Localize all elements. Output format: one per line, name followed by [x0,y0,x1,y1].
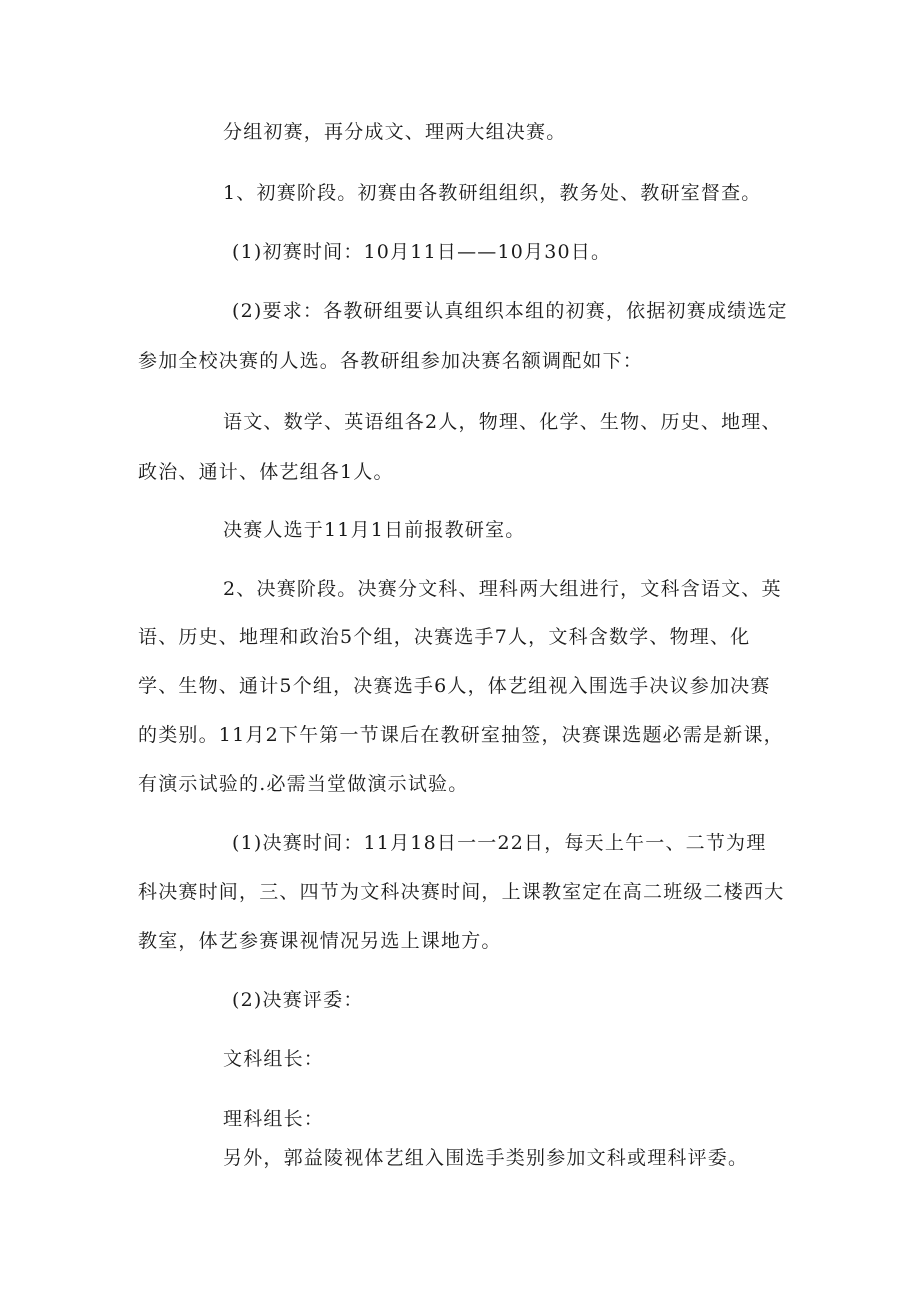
paragraph-line: 理科组长： [223,1108,325,1130]
paragraph-line: 语、历史、地理和政治5个组，决赛选手7人，文科含数学、物理、化 [138,626,751,648]
paragraph-line: 教室，体艺参赛课视情况另选上课地方。 [138,930,502,952]
paragraph-line: (2)决赛评委： [232,989,364,1011]
paragraph-line: 参加全校决赛的人选。各教研组参加决赛名额调配如下： [138,350,644,372]
paragraph-line: (1)决赛时间：11月18日一一22日，每天上午一、二节为理 [232,832,767,854]
paragraph-line: (2)要求：各教研组要认真组织本组的初赛，依据初赛成绩选定 [232,300,788,322]
paragraph-line: 学、生物、通计5个组，决赛选手6人，体艺组视入围选手决议参加决赛 [138,675,771,697]
paragraph-line: 有演示试验的.必需当堂做演示试验。 [138,773,469,795]
paragraph-line: 1、初赛阶段。初赛由各教研组组织，教务处、教研室督查。 [223,182,762,204]
paragraph-line: 另外，郭益陵视体艺组入围选手类别参加文科或理科评委。 [223,1147,749,1169]
paragraph-line: 分组初赛，再分成文、理两大组决赛。 [223,121,567,143]
paragraph-line: 的类别。11月2下午第一节课后在教研室抽签，决赛课选题必需是新课， [138,724,784,746]
paragraph-line: 文科组长： [223,1048,325,1070]
paragraph-line: 2、决赛阶段。决赛分文科、理科两大组进行，文科含语文、英 [223,578,782,600]
paragraph-line: 决赛人选于11月1日前报教研室。 [223,519,526,541]
paragraph-line: 政治、通计、体艺组各1人。 [138,461,394,483]
paragraph-line: (1)初赛时间：10月11日——10月30日。 [232,241,612,263]
paragraph-line: 语文、数学、英语组各2人，物理、化学、生物、历史、地理、 [223,411,782,433]
paragraph-line: 科决赛时间，三、四节为文科决赛时间，上课教室定在高二班级二楼西大 [138,881,785,903]
